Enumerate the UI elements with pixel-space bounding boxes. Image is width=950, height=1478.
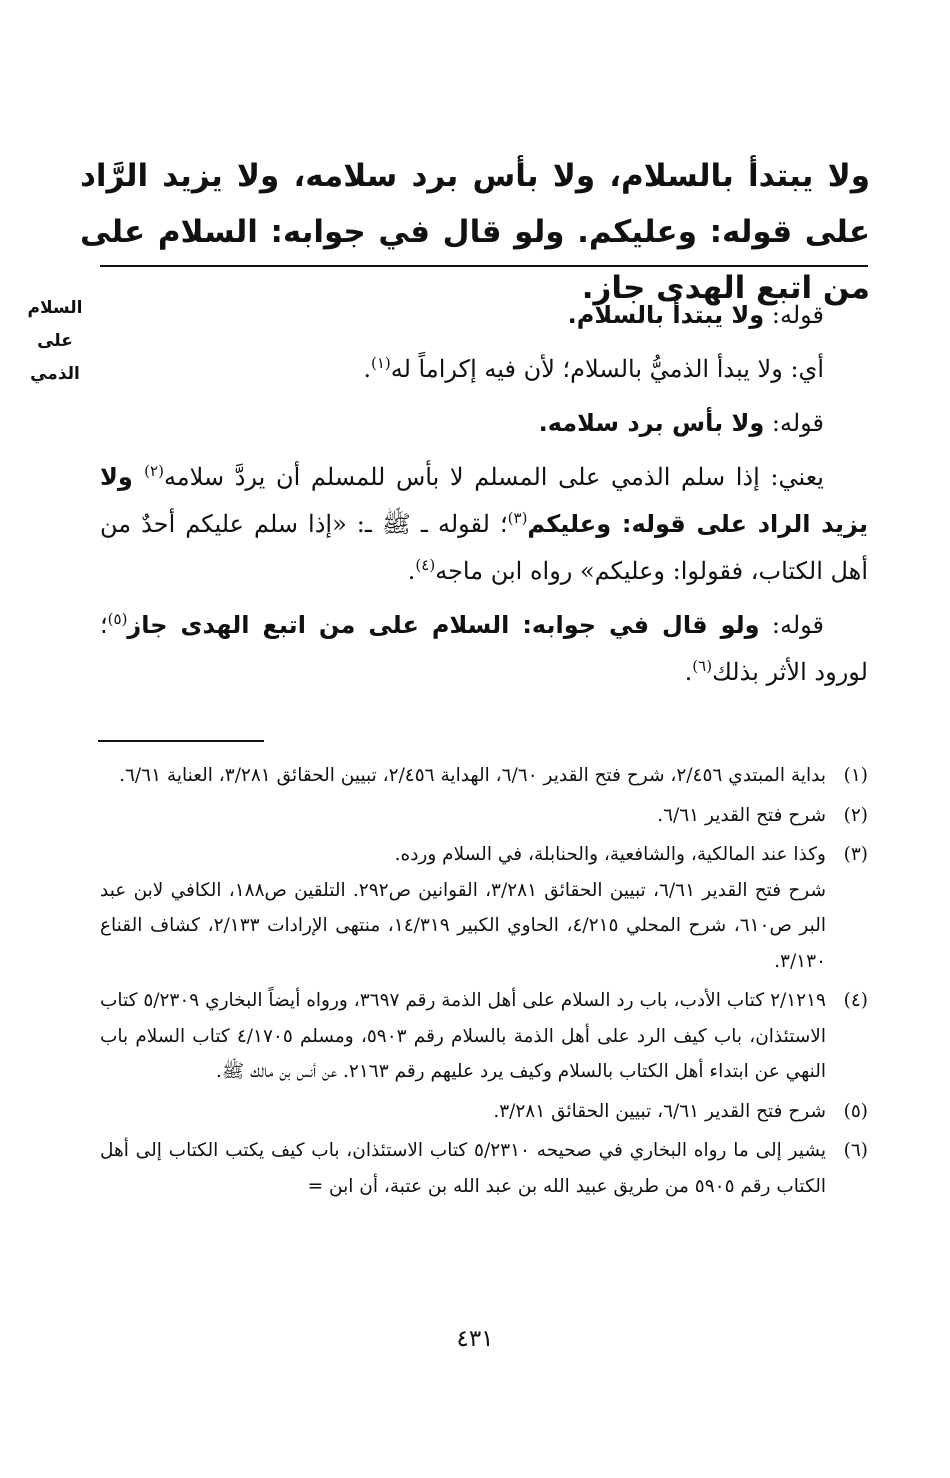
quoted-matn: ولا يزيد الراد على قوله: وعليكم bbox=[100, 463, 869, 538]
main-divider bbox=[100, 265, 868, 267]
commentary-text: . bbox=[684, 658, 693, 686]
footnote-ref[interactable]: (٤) bbox=[415, 556, 436, 574]
lead-word: قوله: bbox=[759, 611, 825, 639]
margin-note bbox=[22, 292, 88, 391]
footnote-number: (٣) bbox=[843, 844, 868, 865]
footnote-ref[interactable]: (٥) bbox=[107, 610, 128, 628]
quoted-matn: ولو قال في جوابه: السلام على من اتبع الهدى جاز bbox=[127, 611, 760, 639]
footnote-divider bbox=[98, 740, 264, 742]
footnote bbox=[100, 1094, 868, 1130]
commentary-text: يعني: إذا سلم الذمي على المسلم لا بأس للمسلم أن يردَّ سلامه bbox=[163, 463, 824, 491]
footnote-text: شرح فتح القدير ٦/٦١. bbox=[657, 804, 826, 826]
commentary-text: ؛ لقوله ـ ﷺ ـ: «إذا سلم عليكم أحدٌ من أهل الكتاب، فقولوا: وعليكم» رواه ابن ماجه bbox=[100, 510, 868, 585]
commentary-paragraph bbox=[100, 400, 868, 447]
commentary-text: . bbox=[407, 557, 416, 585]
footnote bbox=[100, 758, 868, 794]
margin-note-line: السلام bbox=[27, 298, 83, 318]
footnote-ref[interactable]: (٦) bbox=[692, 657, 713, 675]
matn-text: ولا يبتدأ بالسلام، ولا بأس برد سلامه، ولا يزيد الرَّاد على قوله: وعليكم. ولو قال في جوابه: السلام على من اتبع الهدى جاز. bbox=[80, 158, 870, 306]
margin-note-line: على bbox=[37, 331, 73, 351]
lead-word: قوله: bbox=[764, 409, 824, 437]
footnote-text: يشير إلى ما رواه البخاري في صحيحه ٥/٢٣١٠ كتاب الاستئذان، باب كيف يكتب الكتاب إلى أهل الكتاب رقم ٥٩٠٥ من طريق عبيد الله بن عبد الله بن عتبة، أن ابن = bbox=[100, 1140, 826, 1197]
footnote bbox=[100, 1133, 868, 1204]
footnote bbox=[100, 798, 868, 834]
commentary-text: . bbox=[363, 355, 371, 383]
quoted-matn: ولا بأس برد سلامه. bbox=[538, 409, 765, 437]
commentary bbox=[100, 292, 868, 703]
commentary-paragraph bbox=[100, 346, 868, 393]
footnote bbox=[100, 983, 868, 1090]
footnote-text: شرح فتح القدير ٦/٦١، تبيين الحقائق ٣/٢٨١، القوانين ص٢٩٢. التلقين ص١٨٨، الكافي لابن عبد البر ص٦١٠، شرح المحلي ٤/٢١٥، الحاوي الكبير ١٤/٣١٩، منتهى الإرادات ٢/١٣٣، كشاف القناع ٣/١٣٠. bbox=[100, 879, 826, 972]
quoted-matn: ولا يبتدأ بالسلام. bbox=[567, 301, 765, 329]
commentary-paragraph bbox=[100, 454, 868, 595]
footnote-ref[interactable]: (١) bbox=[370, 354, 391, 372]
commentary-paragraph bbox=[100, 602, 868, 696]
footnote bbox=[100, 837, 868, 979]
footnote-text: شرح فتح القدير ٦/٦١، تبيين الحقائق ٣/٢٨١. bbox=[493, 1100, 826, 1122]
footnote-ref[interactable]: (٣) bbox=[507, 509, 528, 527]
footnotes bbox=[100, 758, 868, 1208]
footnote-number: (٤) bbox=[843, 990, 868, 1011]
footnote-text: ٢/١٢١٩ كتاب الأدب، باب رد السلام على أهل الذمة رقم ٣٦٩٧، ورواه أيضاً البخاري ٥/٢٣٠٩ كتاب الاستئذان، باب كيف الرد على أهل الذمة بالسلام رقم ٥٩٠٣، ومسلم ٤/١٧٠٥ كتاب السلام باب النهي عن ابتداء أهل الكتاب بالسلام وكيف يرد عليهم رقم ٢١٦٣. عن أنس بن مالك ﷺ. bbox=[100, 990, 826, 1082]
commentary-text: ؛ لورود الأثر بذلك bbox=[100, 611, 868, 686]
footnote-number: (١) bbox=[843, 765, 868, 786]
margin-note-line: الذمي bbox=[30, 364, 80, 384]
lead-word: قوله: bbox=[764, 301, 824, 329]
commentary-paragraph bbox=[100, 292, 868, 339]
footnote-ref[interactable]: (٢) bbox=[144, 462, 164, 480]
footnote-number: (٢) bbox=[843, 804, 868, 826]
commentary-text: أي: ولا يبدأ الذميُّ بالسلام؛ لأن فيه إكراماً له bbox=[390, 355, 824, 383]
page-number: ٤٣١ bbox=[456, 1326, 494, 1352]
footnote-text: بداية المبتدي ٢/٤٥٦، شرح فتح القدير ٦/٦٠، الهداية ٢/٤٥٦، تبيين الحقائق ٣/٢٨١، العناية ٦/٦١. bbox=[119, 765, 826, 786]
footnote-number: (٦) bbox=[843, 1140, 868, 1161]
footnote-number: (٥) bbox=[843, 1100, 868, 1122]
footnote-text: وكذا عند المالكية، والشافعية، والحنابلة، في السلام ورده. bbox=[394, 844, 826, 865]
